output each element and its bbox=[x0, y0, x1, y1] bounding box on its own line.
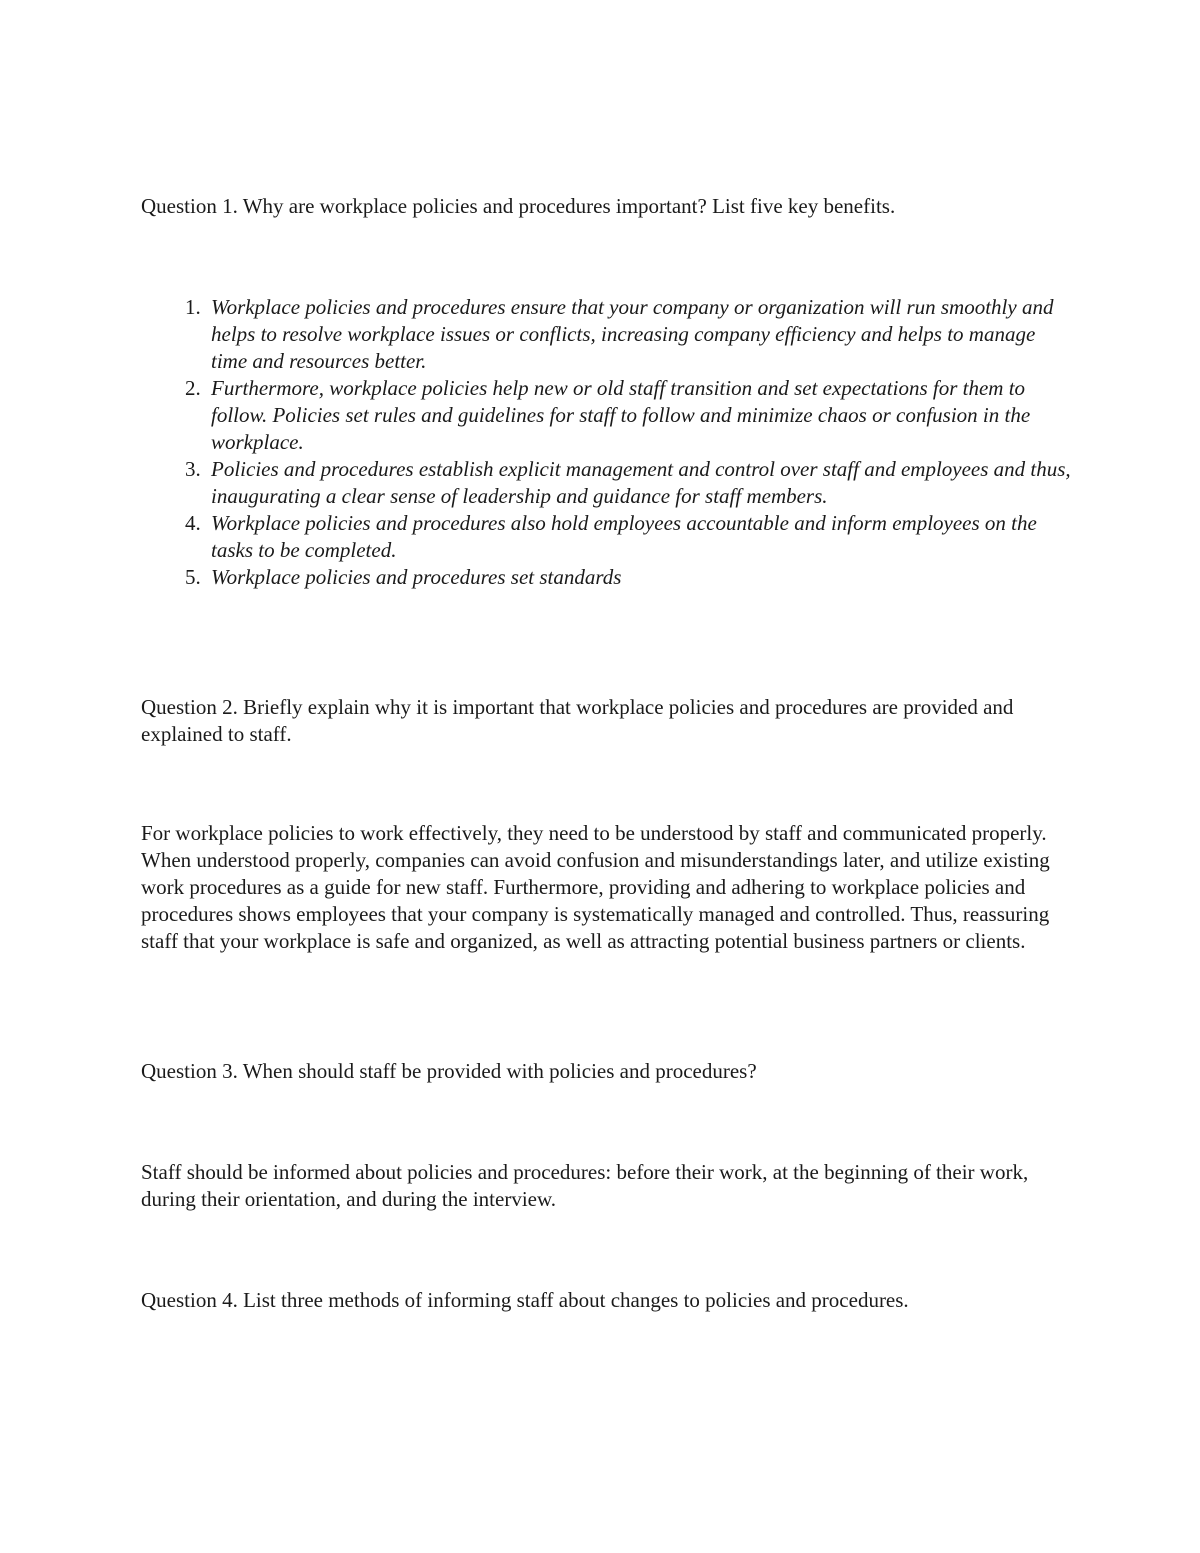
list-item-number: 1. bbox=[185, 295, 201, 319]
list-item-text: Workplace policies and procedures ensure that your company or organization will run smoothly and helps to resolve workplace issues or conflicts, increasing company efficiency and helps to manage time and resources better. bbox=[211, 295, 1054, 373]
list-item-number: 3. bbox=[185, 457, 201, 481]
list-item bbox=[141, 375, 1071, 456]
list-item-number: 2. bbox=[185, 376, 201, 400]
question-4: Question 4. List three methods of informing staff about changes to policies and procedures. bbox=[141, 1288, 909, 1312]
list-item bbox=[141, 294, 1071, 375]
list-item-text: Policies and procedures establish explicit management and control over staff and employees and thus, inaugurating a clear sense of leadership and guidance for staff members. bbox=[211, 457, 1071, 508]
list-item-number: 4. bbox=[185, 511, 201, 535]
list-item bbox=[141, 564, 1071, 591]
question-3: Question 3. When should staff be provided with policies and procedures? bbox=[141, 1059, 757, 1083]
list-item-text: Workplace policies and procedures also hold employees accountable and inform employees on the tasks to be completed. bbox=[211, 511, 1037, 562]
list-item-text: Workplace policies and procedures set standards bbox=[211, 565, 622, 589]
list-item bbox=[141, 510, 1071, 564]
answer-3: Staff should be informed about policies and procedures: before their work, at the beginning of their work, during their orientation, and during the interview. bbox=[141, 1160, 1029, 1211]
answer-2: For workplace policies to work effectively, they need to be understood by staff and communicated properly. When understood properly, companies can avoid confusion and misunderstandings later, and utilize existing work procedures as a guide for new staff. Furthermore, providing and adhering to workplace policies and procedures shows employees that your company is systematically managed and controlled. Thus, reassuring staff that your workplace is safe and organized, as well as attracting potential business partners or clients. bbox=[141, 821, 1050, 953]
list-item-number: 5. bbox=[185, 565, 201, 589]
answer-1-list bbox=[141, 294, 1071, 591]
list-item bbox=[141, 456, 1071, 510]
list-item-text: Furthermore, workplace policies help new or old staff transition and set expectations for them to follow. Policies set rules and guidelines for staff to follow and minimize chaos or confusion in the workplace. bbox=[211, 376, 1031, 454]
question-2: Question 2. Briefly explain why it is important that workplace policies and procedures are provided and explained to staff. bbox=[141, 695, 1014, 746]
question-1: Question 1. Why are workplace policies and procedures important? List five key benefits. bbox=[141, 194, 896, 218]
